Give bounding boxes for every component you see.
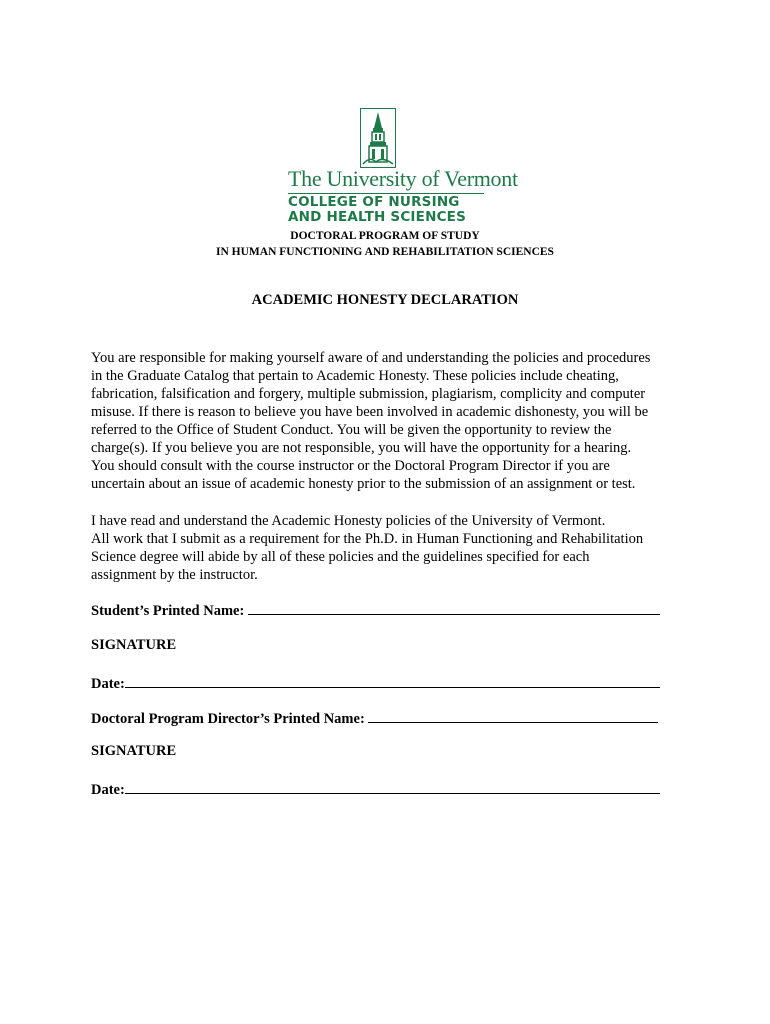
director-name-field	[91, 708, 658, 728]
university-tower-icon	[360, 108, 396, 168]
acknowledgement-paragraph: I have read and understand the Academic Honesty policies of the University of Vermont. All work that I submit as a requirement for the Ph.D. in Human Functioning and Rehabilitation Science degree will abide by all of these policies and the guidelines specified for each assignment by the instructor.	[91, 513, 644, 583]
student-signature-label: SIGNATURE	[91, 637, 177, 653]
student-name-label: Student’s Printed Name:	[91, 603, 245, 619]
director-date-label: Date:	[91, 782, 125, 798]
director-signature-label: SIGNATURE	[91, 743, 177, 759]
director-name-label: Doctoral Program Director’s Printed Name:	[91, 711, 365, 727]
director-date-field	[91, 779, 660, 799]
student-date-field	[91, 673, 660, 693]
program-line-2: IN HUMAN FUNCTIONING AND REHABILITATION SCIENCES	[216, 246, 554, 258]
college-line-2: AND HEALTH SCIENCES	[288, 209, 467, 225]
university-name: The University of Vermont	[288, 166, 518, 191]
director-name-line[interactable]	[368, 708, 658, 723]
student-name-field	[91, 600, 660, 620]
college-name	[288, 195, 484, 225]
page-title: ACADEMIC HONESTY DECLARATION	[251, 292, 519, 308]
student-name-line[interactable]	[248, 600, 660, 615]
program-line-1: DOCTORAL PROGRAM OF STUDY	[290, 230, 480, 242]
logo	[288, 108, 518, 226]
student-date-line[interactable]	[125, 673, 660, 688]
student-date-label: Date:	[91, 676, 125, 692]
director-date-line[interactable]	[125, 779, 660, 794]
college-line-1: COLLEGE OF NURSING	[288, 194, 460, 210]
policy-paragraph: You are responsible for making yourself aware of and understanding the policies and procedures in the Graduate Catalog that pertain to Academic Honesty. These policies include cheating, fabrication, falsification and forgery, multiple submission, plagiarism, complicity and computer misuse. If there is reason to believe you have been involved in academic dishonesty, you will be referred to the Office of Student Conduct. You will be given the opportunity to review the charge(s). If you believe you are not responsible, you will have the opportunity for a hearing. You should consult with the course instructor or the Doctoral Program Director if you are uncertain about an issue of academic honesty prior to the submission of an assignment or test.	[91, 350, 651, 492]
